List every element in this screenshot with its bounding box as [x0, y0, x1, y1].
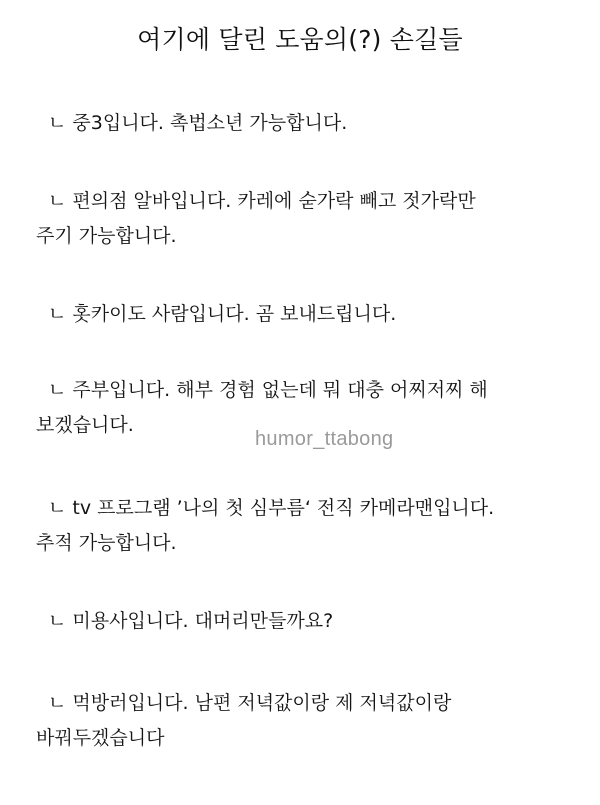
- comment-line: ㄴ 먹방러입니다. 남편 저녁값이랑 제 저녁값이랑: [48, 692, 452, 714]
- page-title: 여기에 달린 도움의(?) 손길들: [137, 25, 463, 54]
- comment-line: ㄴ 홋카이도 사람입니다. 곰 보내드립니다.: [48, 303, 397, 325]
- comment-line-continued: 보겠습니다.: [36, 414, 134, 436]
- comment-line-continued: 추적 가능합니다.: [36, 532, 177, 554]
- comment-line: ㄴ 미용사입니다. 대머리만들까요?: [48, 610, 334, 632]
- comment-line: ㄴ 편의점 알바입니다. 카레에 숟가락 빼고 젓가락만: [48, 190, 476, 212]
- comment-item: [48, 297, 568, 332]
- comment-item: [36, 184, 568, 254]
- comment-item: [36, 491, 568, 561]
- watermark-text: humor_ttabong: [255, 428, 394, 450]
- comment-line-continued: 주기 가능합니다.: [36, 225, 177, 247]
- comment-line: ㄴ tv 프로그램 ’나의 첫 심부름‘ 전직 카메라맨입니다.: [48, 497, 495, 519]
- comment-item: [48, 106, 568, 141]
- comment-item: [36, 686, 568, 756]
- comment-line-continued: 바꿔두겠습니다: [36, 727, 165, 749]
- comment-line: ㄴ 중3입니다. 촉법소년 가능합니다.: [48, 112, 348, 134]
- comment-line: ㄴ 주부입니다. 해부 경험 없는데 뭐 대충 어찌저찌 해: [48, 379, 488, 401]
- comment-item: [48, 604, 568, 639]
